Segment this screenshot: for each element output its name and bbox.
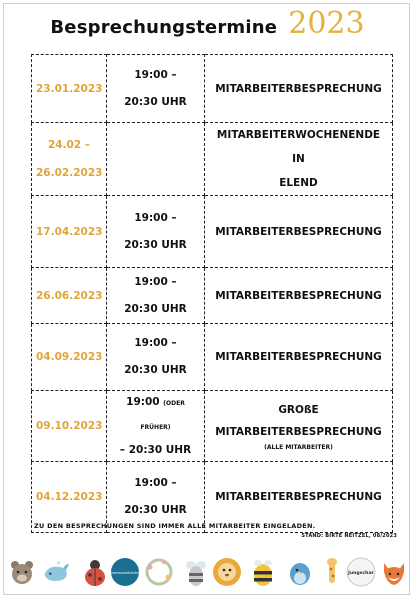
date-text: 04.12.2023	[36, 491, 103, 503]
fox-icon	[380, 555, 408, 589]
time-cell	[107, 324, 205, 391]
event-text: MITARBEITERBESPRECHUNG	[215, 426, 382, 438]
schedule-table	[31, 54, 393, 533]
bear-icon	[8, 555, 36, 589]
jungschar-logo-text: Jungschar	[348, 571, 374, 576]
event-text: MITARBEITERWOCHENENDE IN	[216, 129, 381, 165]
time-start: 19:00 –	[134, 275, 177, 288]
time-end: 20:30 UHR	[124, 302, 187, 315]
event-text: MITARBEITERBESPRECHUNG	[215, 351, 382, 363]
time-end: 20:30 UHR	[124, 95, 187, 108]
stand-note: STAND: BIRTE NEITZEL, 08/2023	[301, 533, 397, 539]
bird-icon	[286, 555, 314, 589]
date-text: 26.06.2023	[36, 289, 103, 302]
date-text: 23.01.2023	[36, 82, 103, 95]
whale-icon	[42, 555, 70, 589]
jungschar-logo-icon	[344, 555, 378, 589]
date-cell	[32, 324, 107, 391]
page-title	[0, 6, 415, 41]
date-cell	[32, 55, 107, 123]
table-row	[32, 324, 393, 391]
immanuel-logo-text: immanuelkirche	[110, 571, 140, 575]
event-cell	[205, 268, 393, 324]
event-note: (ALLE MITARBEITER)	[264, 444, 333, 451]
table-row	[32, 55, 393, 123]
date-text: 04.09.2023	[36, 351, 103, 363]
time-start: 19:00	[126, 396, 160, 408]
table-row	[32, 123, 393, 196]
time-end: 20:30 UHR	[124, 504, 187, 516]
time-cell	[107, 268, 205, 324]
date-cell	[32, 268, 107, 324]
time-start: 19:00 –	[134, 211, 177, 224]
bee-striped-icon	[249, 555, 277, 589]
event-text: MITARBEITERBESPRECHUNG	[215, 225, 382, 238]
sticker-row	[6, 555, 409, 593]
event-cell	[205, 391, 393, 462]
table-row	[32, 391, 393, 462]
date-text: 26.02.2023	[36, 167, 103, 179]
time-start-line	[111, 391, 200, 439]
time-end: 20:30 UHR	[124, 238, 187, 251]
title-year: 2023	[288, 6, 365, 41]
event-text: MITARBEITERBESPRECHUNG	[215, 82, 382, 95]
time-start: 19:00 –	[134, 68, 177, 81]
time-note: (ODER FRÜHER)	[140, 400, 185, 431]
date-text: 17.04.2023	[36, 225, 103, 238]
giraffe-icon	[318, 555, 346, 589]
event-cell	[205, 196, 393, 268]
time-cell	[107, 391, 205, 462]
time-end: – 20:30 UHR	[119, 444, 192, 456]
time-start: 19:00 –	[134, 477, 177, 489]
event-text: MITARBEITERBESPRECHUNG	[215, 491, 382, 503]
event-text: ELEND	[279, 177, 318, 189]
title-word: Besprechungstermine	[50, 17, 278, 38]
ladybug-icon	[81, 555, 109, 589]
time-end: 20:30 UHR	[124, 364, 187, 376]
time-cell	[107, 123, 205, 196]
table-row	[32, 268, 393, 324]
event-text: MITARBEITERBESPRECHUNG	[215, 289, 382, 302]
date-cell	[32, 391, 107, 462]
flower-wreath-icon	[144, 555, 174, 589]
event-cell	[205, 324, 393, 391]
footer-note: ZU DEN BESPRECHUNGEN SIND IMMER ALLE MITARBEITER EINGELADEN.	[34, 522, 316, 530]
event-cell	[205, 123, 393, 196]
table-row	[32, 196, 393, 268]
date-cell	[32, 196, 107, 268]
time-cell	[107, 196, 205, 268]
lion-icon	[211, 555, 243, 589]
date-text: 09.10.2023	[36, 420, 103, 432]
date-cell	[32, 123, 107, 196]
immanuelkirche-logo-icon	[109, 555, 141, 589]
date-text: 24.02 –	[47, 139, 91, 151]
time-cell	[107, 55, 205, 123]
event-cell	[205, 55, 393, 123]
event-text: GROßE	[278, 404, 319, 416]
bee-icon	[182, 555, 210, 589]
time-start: 19:00 –	[134, 337, 177, 349]
